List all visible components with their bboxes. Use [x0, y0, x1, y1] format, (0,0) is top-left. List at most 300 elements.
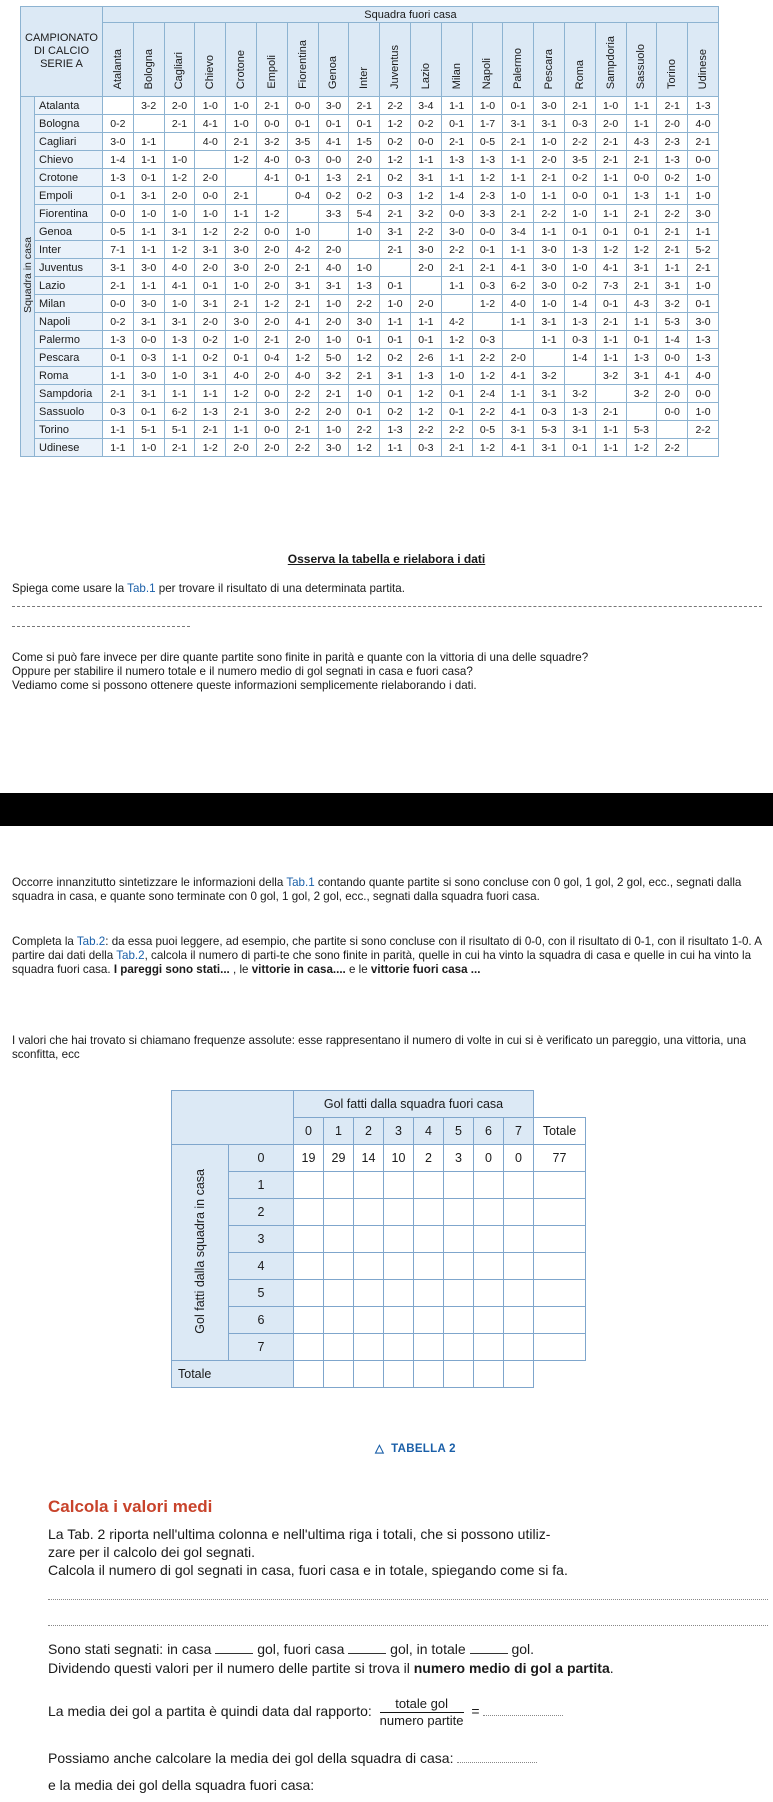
score-cell: 0-1 — [564, 223, 595, 241]
table-row — [21, 151, 719, 169]
score-cell: 2-0 — [318, 403, 349, 421]
frequency-cell[interactable] — [354, 1280, 384, 1307]
frequency-cell[interactable] — [414, 1307, 444, 1334]
column-header: Inter — [349, 23, 380, 97]
frequency-cell[interactable] — [414, 1226, 444, 1253]
frequency-cell[interactable] — [414, 1172, 444, 1199]
score-cell: 2-0 — [657, 115, 688, 133]
row-team-name: Pescara — [35, 349, 103, 367]
score-cell — [287, 205, 318, 223]
score-cell: 4-0 — [226, 367, 257, 385]
score-cell: 0-3 — [534, 403, 565, 421]
score-cell — [164, 133, 195, 151]
score-cell: 3-1 — [380, 223, 411, 241]
score-cell: 1-2 — [195, 223, 226, 241]
score-cell: 1-1 — [503, 169, 534, 187]
score-cell: 1-0 — [195, 205, 226, 223]
score-cell: 3-1 — [657, 277, 688, 295]
section-title: Calcola i valori medi — [48, 1497, 213, 1516]
table-row — [21, 385, 719, 403]
frequency-cell[interactable] — [474, 1199, 504, 1226]
table-row — [172, 1307, 586, 1334]
score-cell: 2-2 — [472, 349, 503, 367]
column-header: Sassuolo — [626, 23, 657, 97]
score-cell: 3-0 — [226, 259, 257, 277]
row-team-name: Sampdoria — [35, 385, 103, 403]
frequency-cell[interactable] — [474, 1361, 504, 1388]
home-goals-row: 6 — [229, 1307, 294, 1334]
score-cell: 0-3 — [410, 439, 441, 457]
frequency-cell[interactable] — [384, 1280, 414, 1307]
score-cell: 2-1 — [503, 133, 534, 151]
score-cell: 2-1 — [595, 133, 626, 151]
table-row — [21, 421, 719, 439]
score-cell: 4-1 — [318, 133, 349, 151]
frequency-cell[interactable] — [354, 1307, 384, 1334]
score-cell: 4-0 — [503, 295, 534, 313]
score-cell: 3-3 — [318, 205, 349, 223]
score-cell: 4-1 — [595, 259, 626, 277]
score-cell: 3-0 — [410, 241, 441, 259]
score-cell: 2-0 — [226, 439, 257, 457]
score-cell: 0-1 — [595, 187, 626, 205]
frequency-cell[interactable] — [294, 1334, 324, 1361]
frequency-cell[interactable] — [384, 1253, 414, 1280]
score-cell: 1-0 — [595, 97, 626, 115]
frequency-cell[interactable] — [324, 1307, 354, 1334]
score-cell: 1-1 — [595, 349, 626, 367]
black-band — [0, 793, 773, 826]
score-cell: 2-1 — [441, 133, 472, 151]
score-cell: 0-2 — [380, 349, 411, 367]
score-cell: 1-0 — [472, 97, 503, 115]
blank-away-goals[interactable] — [348, 1642, 386, 1654]
score-cell: 3-0 — [226, 241, 257, 259]
row-team-name: Genoa — [35, 223, 103, 241]
frequency-cell[interactable]: 0 — [504, 1145, 534, 1172]
column-header: Pescara — [534, 23, 565, 97]
frequency-cell[interactable] — [444, 1172, 474, 1199]
frequency-cell[interactable] — [444, 1226, 474, 1253]
frequency-cell[interactable] — [474, 1253, 504, 1280]
score-cell — [564, 367, 595, 385]
frequency-cell[interactable] — [414, 1199, 444, 1226]
column-header: Atalanta — [103, 23, 134, 97]
blank-average[interactable] — [483, 1706, 563, 1716]
score-cell: 1-1 — [688, 223, 719, 241]
score-cell: 1-1 — [595, 331, 626, 349]
score-cell: 0-3 — [133, 349, 164, 367]
score-cell: 1-3 — [103, 169, 134, 187]
score-cell: 1-1 — [380, 313, 411, 331]
score-cell: 0-2 — [410, 115, 441, 133]
score-cell: 1-1 — [164, 349, 195, 367]
score-cell: 2-0 — [256, 277, 287, 295]
frequency-cell[interactable] — [384, 1226, 414, 1253]
frequency-cell[interactable] — [504, 1280, 534, 1307]
column-header: Milan — [441, 23, 472, 97]
score-cell: 1-1 — [657, 187, 688, 205]
score-cell: 0-0 — [564, 187, 595, 205]
frequency-cell[interactable] — [384, 1361, 414, 1388]
score-cell: 1-4 — [564, 349, 595, 367]
row-team-name: Palermo — [35, 331, 103, 349]
row-team-name: Roma — [35, 367, 103, 385]
score-cell: 0-1 — [380, 385, 411, 403]
score-cell: 2-1 — [657, 97, 688, 115]
frequency-cell[interactable] — [354, 1334, 384, 1361]
frequency-cell[interactable] — [294, 1361, 324, 1388]
frequency-cell[interactable] — [384, 1307, 414, 1334]
frequency-cell[interactable] — [354, 1226, 384, 1253]
frequency-cell[interactable] — [444, 1361, 474, 1388]
frequency-cell[interactable] — [474, 1226, 504, 1253]
away-goals-column: 6 — [474, 1118, 504, 1145]
frequency-cell[interactable]: 0 — [474, 1145, 504, 1172]
score-cell: 2-0 — [318, 241, 349, 259]
score-cell: 2-0 — [318, 313, 349, 331]
away-goals-column: 7 — [504, 1118, 534, 1145]
away-goals-column: 2 — [354, 1118, 384, 1145]
score-cell: 0-2 — [380, 169, 411, 187]
frequency-cell[interactable] — [294, 1172, 324, 1199]
score-cell: 2-2 — [657, 439, 688, 457]
away-goals-column: 5 — [444, 1118, 474, 1145]
score-cell: 1-0 — [380, 295, 411, 313]
score-cell: 1-1 — [503, 313, 534, 331]
frequency-cell[interactable] — [324, 1280, 354, 1307]
blank-total-goals[interactable] — [470, 1642, 508, 1654]
score-cell — [441, 295, 472, 313]
score-cell: 1-2 — [380, 151, 411, 169]
score-cell: 0-1 — [441, 403, 472, 421]
table-row — [172, 1334, 586, 1361]
score-cell: 1-0 — [164, 367, 195, 385]
score-cell: 1-0 — [564, 259, 595, 277]
frequency-cell[interactable] — [294, 1280, 324, 1307]
frequency-cell[interactable] — [444, 1334, 474, 1361]
table-row — [172, 1361, 586, 1388]
score-cell: 0-3 — [380, 187, 411, 205]
score-cell: 1-1 — [534, 187, 565, 205]
goals-sentence: Sono stati segnati: in casa gol, fuori casa gol, in totale gol. — [48, 1641, 535, 1657]
home-average-sentence: Possiamo anche calcolare la media dei gol della squadra di casa: — [48, 1749, 768, 1767]
score-cell: 5-3 — [657, 313, 688, 331]
row-team-name: Fiorentina — [35, 205, 103, 223]
frequency-cell[interactable] — [354, 1361, 384, 1388]
score-cell: 2-1 — [195, 421, 226, 439]
frequency-cell[interactable] — [504, 1172, 534, 1199]
score-cell: 1-1 — [441, 349, 472, 367]
frequency-cell[interactable] — [414, 1334, 444, 1361]
table-row — [172, 1172, 586, 1199]
score-cell: 3-1 — [287, 277, 318, 295]
results-table — [20, 6, 719, 457]
answer-line — [48, 1625, 768, 1626]
score-cell: 2-1 — [503, 205, 534, 223]
frequency-cell[interactable] — [324, 1334, 354, 1361]
frequency-cell[interactable] — [534, 1172, 586, 1199]
score-cell: 1-1 — [503, 151, 534, 169]
score-cell: 4-1 — [195, 115, 226, 133]
score-cell: 0-1 — [133, 169, 164, 187]
frequency-cell[interactable] — [384, 1199, 414, 1226]
score-cell — [318, 223, 349, 241]
frequency-cell[interactable] — [444, 1199, 474, 1226]
score-cell: 2-1 — [380, 205, 411, 223]
score-cell: 1-2 — [226, 151, 257, 169]
score-cell: 3-1 — [380, 367, 411, 385]
score-cell: 1-1 — [657, 259, 688, 277]
score-cell: 2-2 — [349, 421, 380, 439]
home-goals-row: 1 — [229, 1172, 294, 1199]
frequency-cell[interactable] — [534, 1226, 586, 1253]
frequency-cell[interactable] — [534, 1199, 586, 1226]
score-cell: 4-2 — [287, 241, 318, 259]
column-header: Chievo — [195, 23, 226, 97]
frequency-cell[interactable] — [414, 1361, 444, 1388]
score-cell: 0-0 — [688, 385, 719, 403]
score-cell: 2-1 — [657, 241, 688, 259]
score-cell: 2-0 — [256, 241, 287, 259]
score-cell: 3-1 — [195, 241, 226, 259]
score-cell — [595, 385, 626, 403]
score-cell: 1-4 — [441, 187, 472, 205]
score-cell: 2-0 — [256, 367, 287, 385]
frequency-cell[interactable] — [474, 1307, 504, 1334]
column-header: Crotone — [226, 23, 257, 97]
question-1: Spiega come usare la Tab.1 per trovare il risultato di una determinata partita. — [12, 582, 405, 595]
score-cell: 1-0 — [688, 169, 719, 187]
score-cell: 2-1 — [626, 205, 657, 223]
frequency-cell[interactable] — [504, 1361, 534, 1388]
tab1-link: Tab.1 — [127, 582, 156, 595]
frequency-cell[interactable] — [444, 1307, 474, 1334]
frequency-cell[interactable]: 29 — [324, 1145, 354, 1172]
score-cell: 1-1 — [195, 385, 226, 403]
score-cell: 2-1 — [564, 97, 595, 115]
score-cell: 0-1 — [103, 349, 134, 367]
score-cell: 0-3 — [564, 115, 595, 133]
score-cell: 5-1 — [164, 421, 195, 439]
score-cell: 0-1 — [380, 331, 411, 349]
score-cell: 2-2 — [657, 205, 688, 223]
score-cell — [410, 277, 441, 295]
frequency-cell[interactable] — [504, 1334, 534, 1361]
frequency-cell[interactable] — [354, 1199, 384, 1226]
frequency-cell[interactable]: 77 — [534, 1145, 586, 1172]
row-team-name: Cagliari — [35, 133, 103, 151]
score-cell: 1-0 — [688, 403, 719, 421]
home-goals-row: 2 — [229, 1199, 294, 1226]
frequency-cell[interactable] — [324, 1253, 354, 1280]
score-cell: 2-4 — [472, 385, 503, 403]
score-cell: 1-2 — [410, 403, 441, 421]
frequency-cell[interactable] — [354, 1253, 384, 1280]
score-cell: 0-2 — [103, 115, 134, 133]
score-cell: 1-3 — [564, 313, 595, 331]
score-cell: 1-2 — [626, 241, 657, 259]
frequency-cell[interactable] — [324, 1361, 354, 1388]
score-cell: 1-4 — [564, 295, 595, 313]
frequency-cell[interactable] — [294, 1226, 324, 1253]
score-cell: 2-1 — [441, 259, 472, 277]
score-cell: 4-0 — [688, 367, 719, 385]
score-cell: 2-1 — [318, 385, 349, 403]
score-cell: 1-3 — [195, 403, 226, 421]
score-cell: 1-0 — [195, 97, 226, 115]
score-cell: 3-0 — [441, 223, 472, 241]
table-row — [21, 403, 719, 421]
score-cell: 2-6 — [410, 349, 441, 367]
frequency-cell[interactable] — [324, 1199, 354, 1226]
score-cell: 2-0 — [349, 151, 380, 169]
score-cell: 3-0 — [534, 259, 565, 277]
score-cell: 0-1 — [349, 115, 380, 133]
frequency-cell[interactable]: 14 — [354, 1145, 384, 1172]
frequency-cell[interactable] — [384, 1334, 414, 1361]
score-cell: 1-1 — [103, 439, 134, 457]
score-cell: 1-1 — [626, 115, 657, 133]
away-goals-column: 1 — [324, 1118, 354, 1145]
blank-home-goals[interactable] — [215, 1642, 253, 1654]
frequency-cell[interactable] — [504, 1307, 534, 1334]
table2-corner — [172, 1091, 294, 1145]
score-cell: 3-0 — [133, 259, 164, 277]
score-cell: 1-1 — [441, 169, 472, 187]
score-cell: 2-0 — [195, 313, 226, 331]
score-cell: 0-1 — [626, 223, 657, 241]
score-cell: 2-1 — [626, 277, 657, 295]
score-cell: 1-1 — [103, 367, 134, 385]
frequency-cell[interactable] — [294, 1253, 324, 1280]
frequency-cell[interactable] — [504, 1199, 534, 1226]
score-cell: 0-1 — [441, 115, 472, 133]
frequency-cell[interactable] — [534, 1253, 586, 1280]
score-cell: 2-0 — [410, 295, 441, 313]
frequency-cell[interactable] — [294, 1307, 324, 1334]
frequency-cell[interactable] — [324, 1226, 354, 1253]
score-cell: 2-0 — [256, 259, 287, 277]
table-row — [21, 349, 719, 367]
frequency-cell[interactable] — [354, 1172, 384, 1199]
score-cell: 3-2 — [657, 295, 688, 313]
score-cell: 1-1 — [595, 205, 626, 223]
score-cell: 1-1 — [226, 205, 257, 223]
score-cell — [472, 313, 503, 331]
frequency-cell[interactable] — [384, 1172, 414, 1199]
score-cell: 0-5 — [472, 133, 503, 151]
row-team-name: Empoli — [35, 187, 103, 205]
frequency-cell[interactable] — [534, 1361, 586, 1388]
score-cell: 0-1 — [626, 331, 657, 349]
frequency-cell[interactable]: 3 — [444, 1145, 474, 1172]
score-cell: 0-1 — [287, 169, 318, 187]
score-cell: 2-2 — [441, 421, 472, 439]
row-team-name: Juventus — [35, 259, 103, 277]
frequency-cell[interactable]: 2 — [414, 1145, 444, 1172]
score-cell: 2-2 — [349, 295, 380, 313]
score-cell: 2-1 — [226, 403, 257, 421]
table2-caption: △ TABELLA 2 — [375, 1443, 456, 1455]
score-cell: 0-1 — [318, 115, 349, 133]
score-cell: 1-0 — [349, 223, 380, 241]
frequency-cell[interactable] — [534, 1334, 586, 1361]
score-cell: 4-1 — [503, 259, 534, 277]
frequency-cell[interactable]: 10 — [384, 1145, 414, 1172]
table-row — [21, 115, 719, 133]
score-cell: 0-3 — [472, 277, 503, 295]
paragraph-2: Come si può fare invece per dire quante partite sono finite in parità e quante con la vittoria di una delle squadre? Oppure per stabilire il numero totale e il numero medio di gol segnati in casa e fuori casa? Vediamo come si possono ottenere queste informazioni semplicemente rielaborando i dati. — [12, 651, 589, 692]
score-cell: 2-1 — [287, 259, 318, 277]
score-cell: 0-1 — [688, 295, 719, 313]
score-cell: 2-2 — [410, 421, 441, 439]
score-cell: 3-0 — [534, 241, 565, 259]
frequency-cell[interactable] — [444, 1253, 474, 1280]
table-row — [21, 439, 719, 457]
score-cell: 3-2 — [534, 367, 565, 385]
score-cell: 1-1 — [503, 385, 534, 403]
frequency-cell[interactable] — [474, 1334, 504, 1361]
score-cell: 2-2 — [534, 205, 565, 223]
score-cell: 1-0 — [318, 331, 349, 349]
home-goals-row: 3 — [229, 1226, 294, 1253]
frequency-cell[interactable] — [504, 1253, 534, 1280]
score-cell: 1-0 — [349, 385, 380, 403]
row-team-name: Milan — [35, 295, 103, 313]
score-cell — [226, 169, 257, 187]
frequency-cell[interactable] — [444, 1280, 474, 1307]
score-cell — [657, 421, 688, 439]
score-cell: 1-1 — [133, 241, 164, 259]
frequency-cell[interactable] — [414, 1280, 444, 1307]
blank-home-average[interactable] — [457, 1753, 537, 1763]
frequency-cell[interactable] — [474, 1280, 504, 1307]
row-team-name: Atalanta — [35, 97, 103, 115]
column-header: Palermo — [503, 23, 534, 97]
score-cell: 2-1 — [657, 223, 688, 241]
score-cell: 1-3 — [472, 151, 503, 169]
frequency-cell[interactable]: 19 — [294, 1145, 324, 1172]
frequency-cell[interactable] — [414, 1253, 444, 1280]
score-cell: 2-0 — [195, 169, 226, 187]
away-goals-column: 3 — [384, 1118, 414, 1145]
frequency-cell[interactable] — [534, 1280, 586, 1307]
score-cell: 1-0 — [133, 439, 164, 457]
score-cell: 1-0 — [503, 187, 534, 205]
frequency-cell[interactable] — [294, 1199, 324, 1226]
score-cell: 1-2 — [256, 205, 287, 223]
score-cell — [256, 187, 287, 205]
score-cell: 1-3 — [318, 169, 349, 187]
frequency-cell[interactable] — [324, 1172, 354, 1199]
frequency-cell[interactable] — [474, 1172, 504, 1199]
frequency-cell[interactable] — [504, 1226, 534, 1253]
paragraph-4: Completa la Tab.2: da essa puoi leggere, ad esempio, che partite si sono concluse con il risultato di 0-0, con il risultato di 0-1, con il risultato 1-0. A partire dai dati della Tab.2, calcola il numero di parti-te che sono finite in parità, quelle in cui ha vinto la squadra di casa e quelle in cui ha vinto la squadra fuori casa. I pareggi sono stati... , le vittorie in casa.... e le vittorie fuori casa ... — [12, 935, 762, 976]
score-cell: 4-0 — [287, 367, 318, 385]
score-cell: 0-0 — [195, 187, 226, 205]
score-cell: 3-1 — [133, 187, 164, 205]
score-cell: 1-3 — [410, 367, 441, 385]
score-cell: 4-0 — [195, 133, 226, 151]
score-cell: 1-1 — [441, 277, 472, 295]
score-cell: 1-3 — [564, 403, 595, 421]
score-cell: 4-3 — [626, 295, 657, 313]
score-cell: 0-5 — [103, 223, 134, 241]
column-header: Torino — [657, 23, 688, 97]
score-cell: 2-0 — [256, 439, 287, 457]
frequency-cell[interactable] — [534, 1307, 586, 1334]
